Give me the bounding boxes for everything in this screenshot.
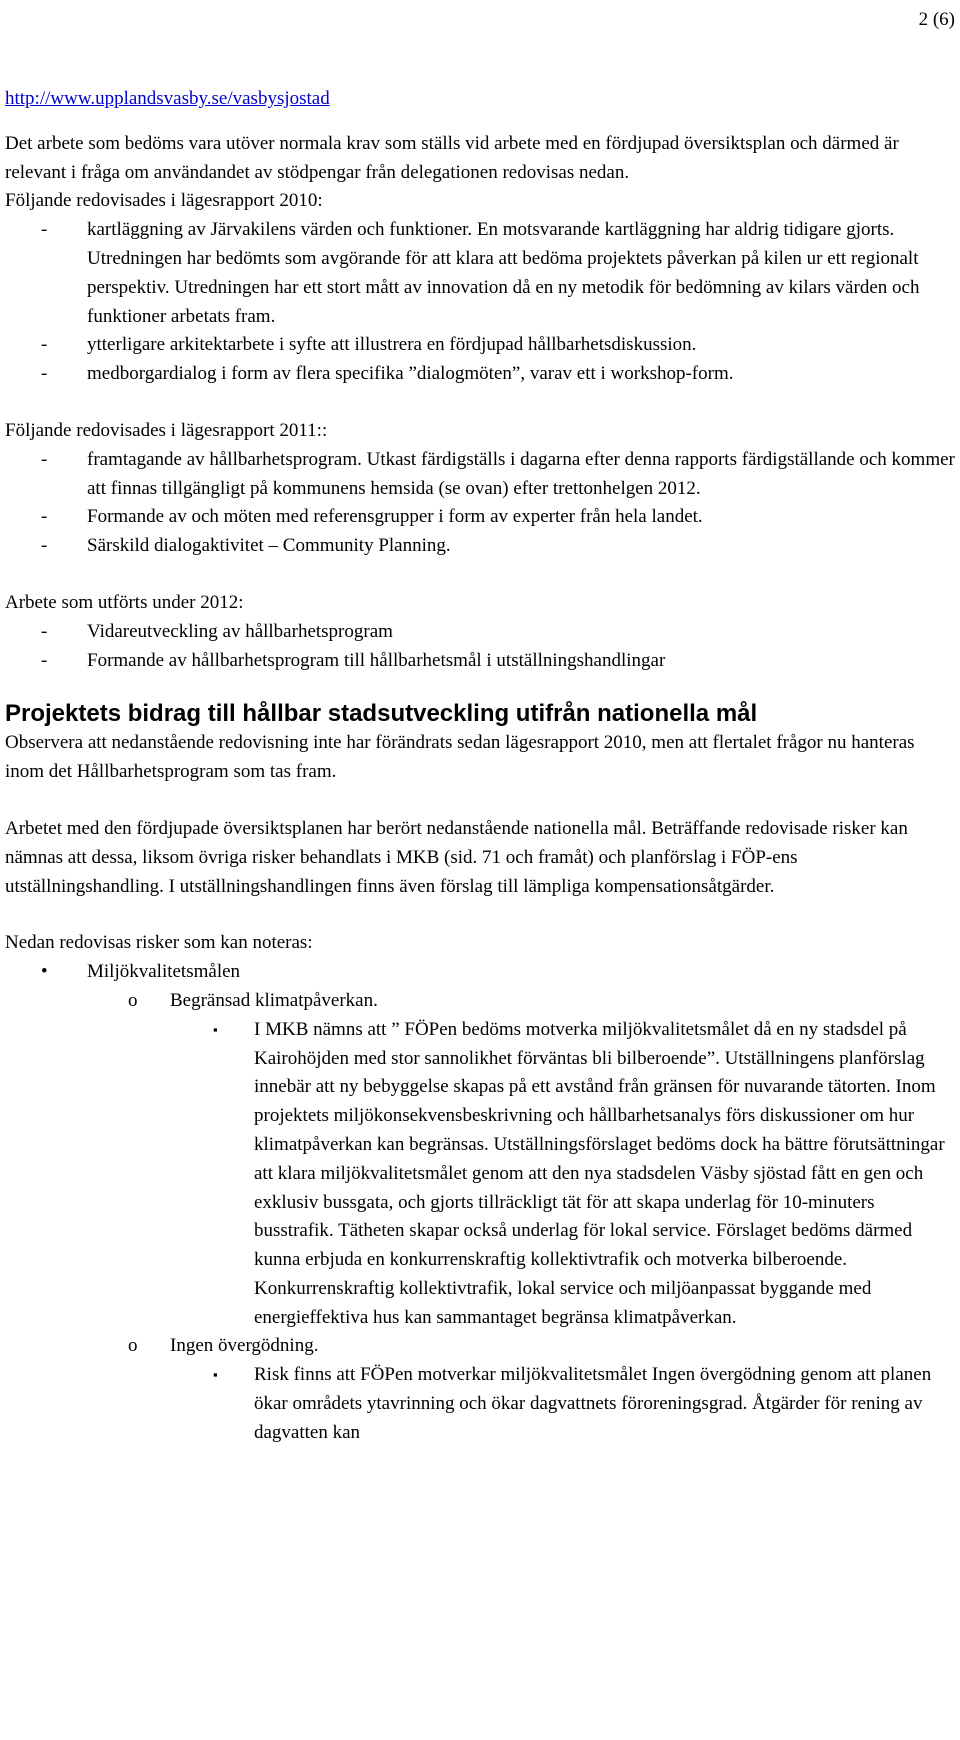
report-2011-item: - framtagande av hållbarhetsprogram. Utkast färdigställs i dagarna efter denna rapports färdigställande och kommer att finnas tillgängligt på kommunens hemsida (se ovan) efter trettonhelgen 2012. xyxy=(5,446,955,504)
vasbysjostad-link[interactable]: http://www.upplandsvasby.se/vasbysjostad xyxy=(5,88,330,109)
dash-marker: - xyxy=(41,620,48,642)
dash-marker: - xyxy=(41,334,48,356)
report-2011-item: - Särskild dialogaktivitet – Community Planning. xyxy=(5,532,955,561)
report-2010-item: - ytterligare arkitektarbete i syfte att illustrera en fördjupad hållbarhetsdiskussion. xyxy=(5,331,955,360)
risks-intro: Nedan redovisas risker som kan noteras: xyxy=(5,932,313,954)
report-2010-item: - medborgardialog i form av flera specifika ”dialogmöten”, varav ett i workshop-form. xyxy=(5,360,955,389)
dash-marker: - xyxy=(41,448,48,470)
observation-paragraph: Observera att nedanstående redovisning inte har förändrats sedan lägesrapport 2010, men att flertalet frågor nu hanteras inom det Hållbarhetsprogram som tas fram. xyxy=(5,732,915,783)
report-2010-heading: Följande redovisades i lägesrapport 2010: xyxy=(5,190,323,212)
square-marker: ▪ xyxy=(213,1367,218,1383)
dash-marker: - xyxy=(41,219,48,241)
document-page xyxy=(5,0,955,1448)
national-goals-paragraph: Arbetet med den fördjupade översiktsplanen har berört nedanstående nationella mål. Beträffande redovisade risker kan nämnas att dessa, liksom övriga risker behandlats i MKB (sid. 71 och framåt) och planförslag i FÖP-ens utställningshandling. I utställningshandlingen finns även förslag till lämpliga kompensationsåtgärder. xyxy=(5,817,908,897)
work-2012-heading: Arbete som utförts under 2012: xyxy=(5,591,244,613)
risk-category: • Miljökvalitetsmålen xyxy=(5,958,955,987)
circle-marker: o xyxy=(128,1335,138,1357)
risk-subcategory: o Begränsad klimatpåverkan. xyxy=(5,987,955,1016)
risk-subcategory: o Ingen övergödning. xyxy=(5,1332,955,1361)
risk-description: ▪ I MKB nämns att ” FÖPen bedöms motverka miljökvalitetsmålet då en ny stadsdel på Kairohöjden med stor sannolikhet förväntas bli bilberoende”. Utställningens planförslag innebär att ny bebyggelse skapas på ett avstånd från gränsen för nuvarande tätorten. Inom projektets miljökonsekvensbeskrivning och hållbarhetsanalys förs diskussioner om hur klimatpåverkan kan begränsas. Utställningsförslaget bedöms dock ha bättre förutsättningar att klara miljökvalitetsmålet genom att den nya stadsdelen Väsby sjöstad fått en gen och exklusiv bussgata, och gjorts tillräckligt tät för att skapa underlag för 10-minuters busstrafik. Tätheten skapar också underlag för lokal service. Förslaget bedöms därmed kunna erbjuda en konkurrenskraftig kollektivtrafik och motverka bilberoende. Konkurrenskraftig kollektivtrafik, lokal service och miljöanpassat byggande med energieffektiva hus kan sammantaget begränsa klimatpåverkan. xyxy=(5,1016,955,1333)
page-number: 2 (6) xyxy=(918,9,955,30)
dash-marker: - xyxy=(41,506,48,528)
risk-description: ▪ Risk finns att FÖPen motverkar miljökvalitetsmålet Ingen övergödning genom att planen ökar områdets ytavrinning och ökar dagvattnets föroreningsgrad. Åtgärder för rening av dagvatten kan xyxy=(5,1361,955,1447)
circle-marker: o xyxy=(128,989,138,1011)
report-2010-item: - kartläggning av Järvakilens värden och funktioner. En motsvarande kartläggning har aldrig tidigare gjorts. Utredningen har bedömts som avgörande för att klara att bedöma projektets påverkan på kilen ur ett regionalt perspektiv. Utredningen har ett stort mått av innovation då en ny metodik för bedömning av kilars värden och funktioner arbetats fram. xyxy=(5,216,955,331)
work-2012-item: - Formande av hållbarhetsprogram till hållbarhetsmål i utställningshandlingar xyxy=(5,647,955,676)
dash-marker: - xyxy=(41,535,48,557)
bullet-marker: • xyxy=(41,961,48,983)
dash-marker: - xyxy=(41,649,48,671)
intro-paragraph: Det arbete som bedöms vara utöver normala krav som ställs vid arbete med en fördjupad översiktsplan och därmed är relevant i fråga om användandet av stödpengar från delegationen redovisas nedan. xyxy=(5,132,899,183)
section-heading: Projektets bidrag till hållbar stadsutveckling utifrån nationella mål xyxy=(5,700,758,728)
dash-marker: - xyxy=(41,363,48,385)
work-2012-item: - Vidareutveckling av hållbarhetsprogram xyxy=(5,618,955,647)
report-2011-item: - Formande av och möten med referensgrupper i form av experter från hela landet. xyxy=(5,503,955,532)
square-marker: ▪ xyxy=(213,1021,218,1037)
report-2011-heading: Följande redovisades i lägesrapport 2011:: xyxy=(5,419,328,441)
